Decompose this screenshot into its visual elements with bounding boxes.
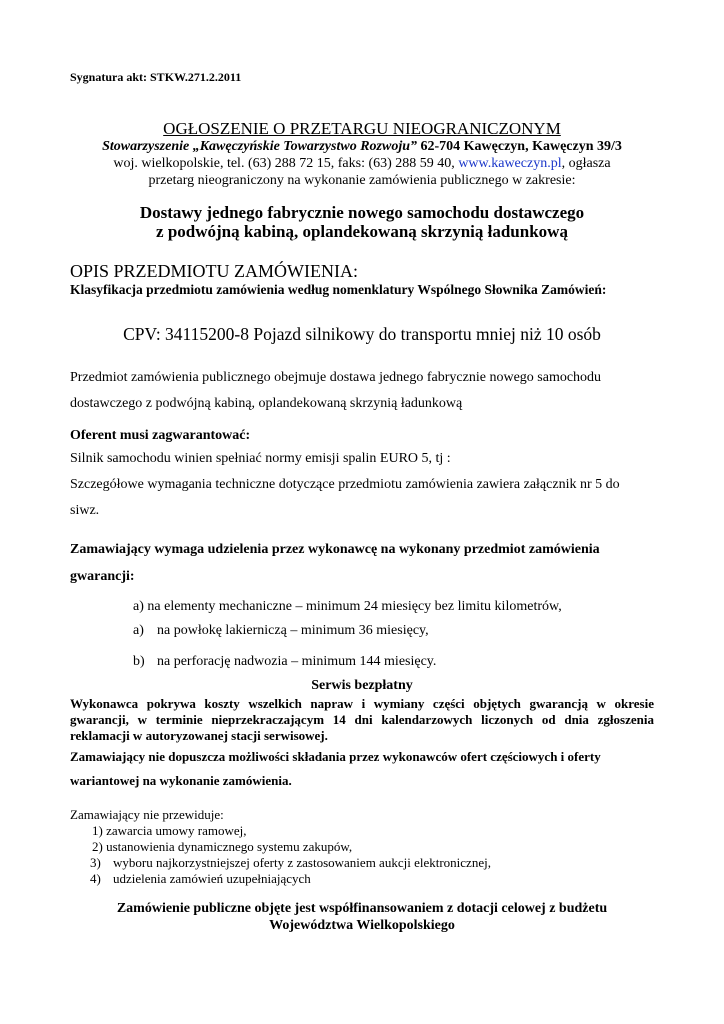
contact-suffix: , ogłasza — [561, 156, 611, 171]
subject-line-2: z podwójną kabiną, oplandekowaną skrzynią ładunkową — [156, 222, 568, 241]
warranty-item-2 — [133, 623, 429, 639]
list-marker: 4) — [90, 871, 101, 886]
list-marker: 3) — [90, 855, 101, 870]
subject-line-1: Dostawy jednego fabrycznie nowego samochodu dostawczego — [139, 203, 585, 222]
oferent-line-1: Silnik samochodu winien spełniać normy emisji spalin EURO 5, tj : — [70, 451, 451, 466]
contact-line — [0, 156, 724, 172]
organizer-address: 62-704 Kawęczyn, Kawęczyn 39/3 — [417, 139, 622, 154]
oferent-line-2: Szczegółowe wymagania techniczne dotyczące przedmiotu zamówienia zawiera załącznik nr 5 do — [70, 477, 620, 492]
case-signature: Sygnatura akt: STKW.271.2.2011 — [70, 70, 242, 84]
not-foreseen-item — [92, 823, 247, 839]
warranty-item-1 — [133, 599, 562, 615]
warranty-item-text: na powłokę lakierniczą – minimum 36 miesięcy, — [157, 623, 429, 638]
organizer-name: Stowarzyszenie „Kawęczyńskie Towarzystwo Rozwoju” — [102, 139, 417, 154]
page-title: OGŁOSZENIE O PRZETARGU NIEOGRANICZONYM — [163, 119, 561, 138]
not-foreseen-item — [90, 871, 311, 887]
service-line-1: Wykonawca pokrywa koszty wszelkich napraw i wymiany części objętych gwarancją w okresie — [70, 696, 654, 711]
not-foreseen-item — [90, 855, 491, 871]
service-heading: Serwis bezpłatny — [311, 678, 413, 693]
partial-offers-line-2: wariantowej na wykonanie zamówienia. — [70, 773, 292, 788]
warranty-item-3 — [133, 654, 436, 670]
list-text: ustanowienia dynamicznego systemu zakupów, — [106, 839, 353, 854]
list-text: wyboru najkorzystniejszej oferty z zastosowaniem aukcji elektronicznej, — [113, 855, 491, 870]
opis-heading: OPIS PRZEDMIOTU ZAMÓWIENIA: — [70, 261, 358, 281]
website-link[interactable]: www.kaweczyn.pl — [458, 156, 562, 171]
announcement-line: przetarg nieograniczony na wykonanie zamówienia publicznego w zakresie: — [148, 173, 576, 188]
warranty-line-2: gwarancji: — [70, 569, 135, 584]
warranty-item-text: na elementy mechaniczne – minimum 24 miesięcy bez limitu kilometrów, — [147, 599, 562, 614]
list-text: udzielenia zamówień uzupełniających — [113, 871, 311, 886]
cofinancing-line-2: Województwa Wielkopolskiego — [269, 918, 455, 933]
oferent-heading: Oferent musi zagwarantować: — [70, 428, 251, 443]
description-line-2: dostawczego z podwójną kabiną, oplandekowaną skrzynią ładunkową — [70, 396, 463, 411]
warranty-item-marker: b) — [133, 654, 145, 669]
cpv-code: CPV: 34115200-8 Pojazd silnikowy do transportu mniej niż 10 osób — [123, 324, 601, 344]
partial-offers-line-1: Zamawiający nie dopuszcza możliwości składania przez wykonawców ofert częściowych i oferty — [70, 749, 601, 764]
list-marker: 2) — [92, 839, 103, 854]
contact-details: woj. wielkopolskie, tel. (63) 288 72 15, faks: (63) 288 59 40, — [113, 156, 459, 171]
not-foreseen-heading: Zamawiający nie przewiduje: — [70, 807, 224, 822]
oferent-line-3: siwz. — [70, 503, 100, 518]
service-line-2: gwarancji, w terminie nieprzekraczającym 14 dni kalendarzowych liczonych od dnia zgłoszenia — [70, 712, 654, 727]
description-line-1: Przedmiot zamówienia publicznego obejmuje dostawa jednego fabrycznie nowego samochodu — [70, 370, 602, 385]
warranty-item-text: na perforację nadwozia – minimum 144 miesięcy. — [157, 654, 437, 669]
classification-line: Klasyfikacja przedmiotu zamówienia według nomenklatury Wspólnego Słownika Zamówień: — [70, 282, 607, 297]
warranty-item-marker: a) — [133, 599, 144, 614]
list-marker: 1) — [92, 823, 103, 838]
service-line-3: reklamacji w autoryzowanej stacji serwisowej. — [70, 728, 328, 743]
cofinancing-line-1: Zamówienie publiczne objęte jest współfinansowaniem z dotacji celowej z budżetu — [116, 901, 608, 916]
not-foreseen-item — [92, 839, 352, 855]
warranty-line-1: Zamawiający wymaga udzielenia przez wykonawcę na wykonany przedmiot zamówienia — [70, 542, 600, 557]
list-text: zawarcia umowy ramowej, — [106, 823, 247, 838]
warranty-item-marker: a) — [133, 623, 144, 638]
organizer-line — [0, 139, 724, 155]
